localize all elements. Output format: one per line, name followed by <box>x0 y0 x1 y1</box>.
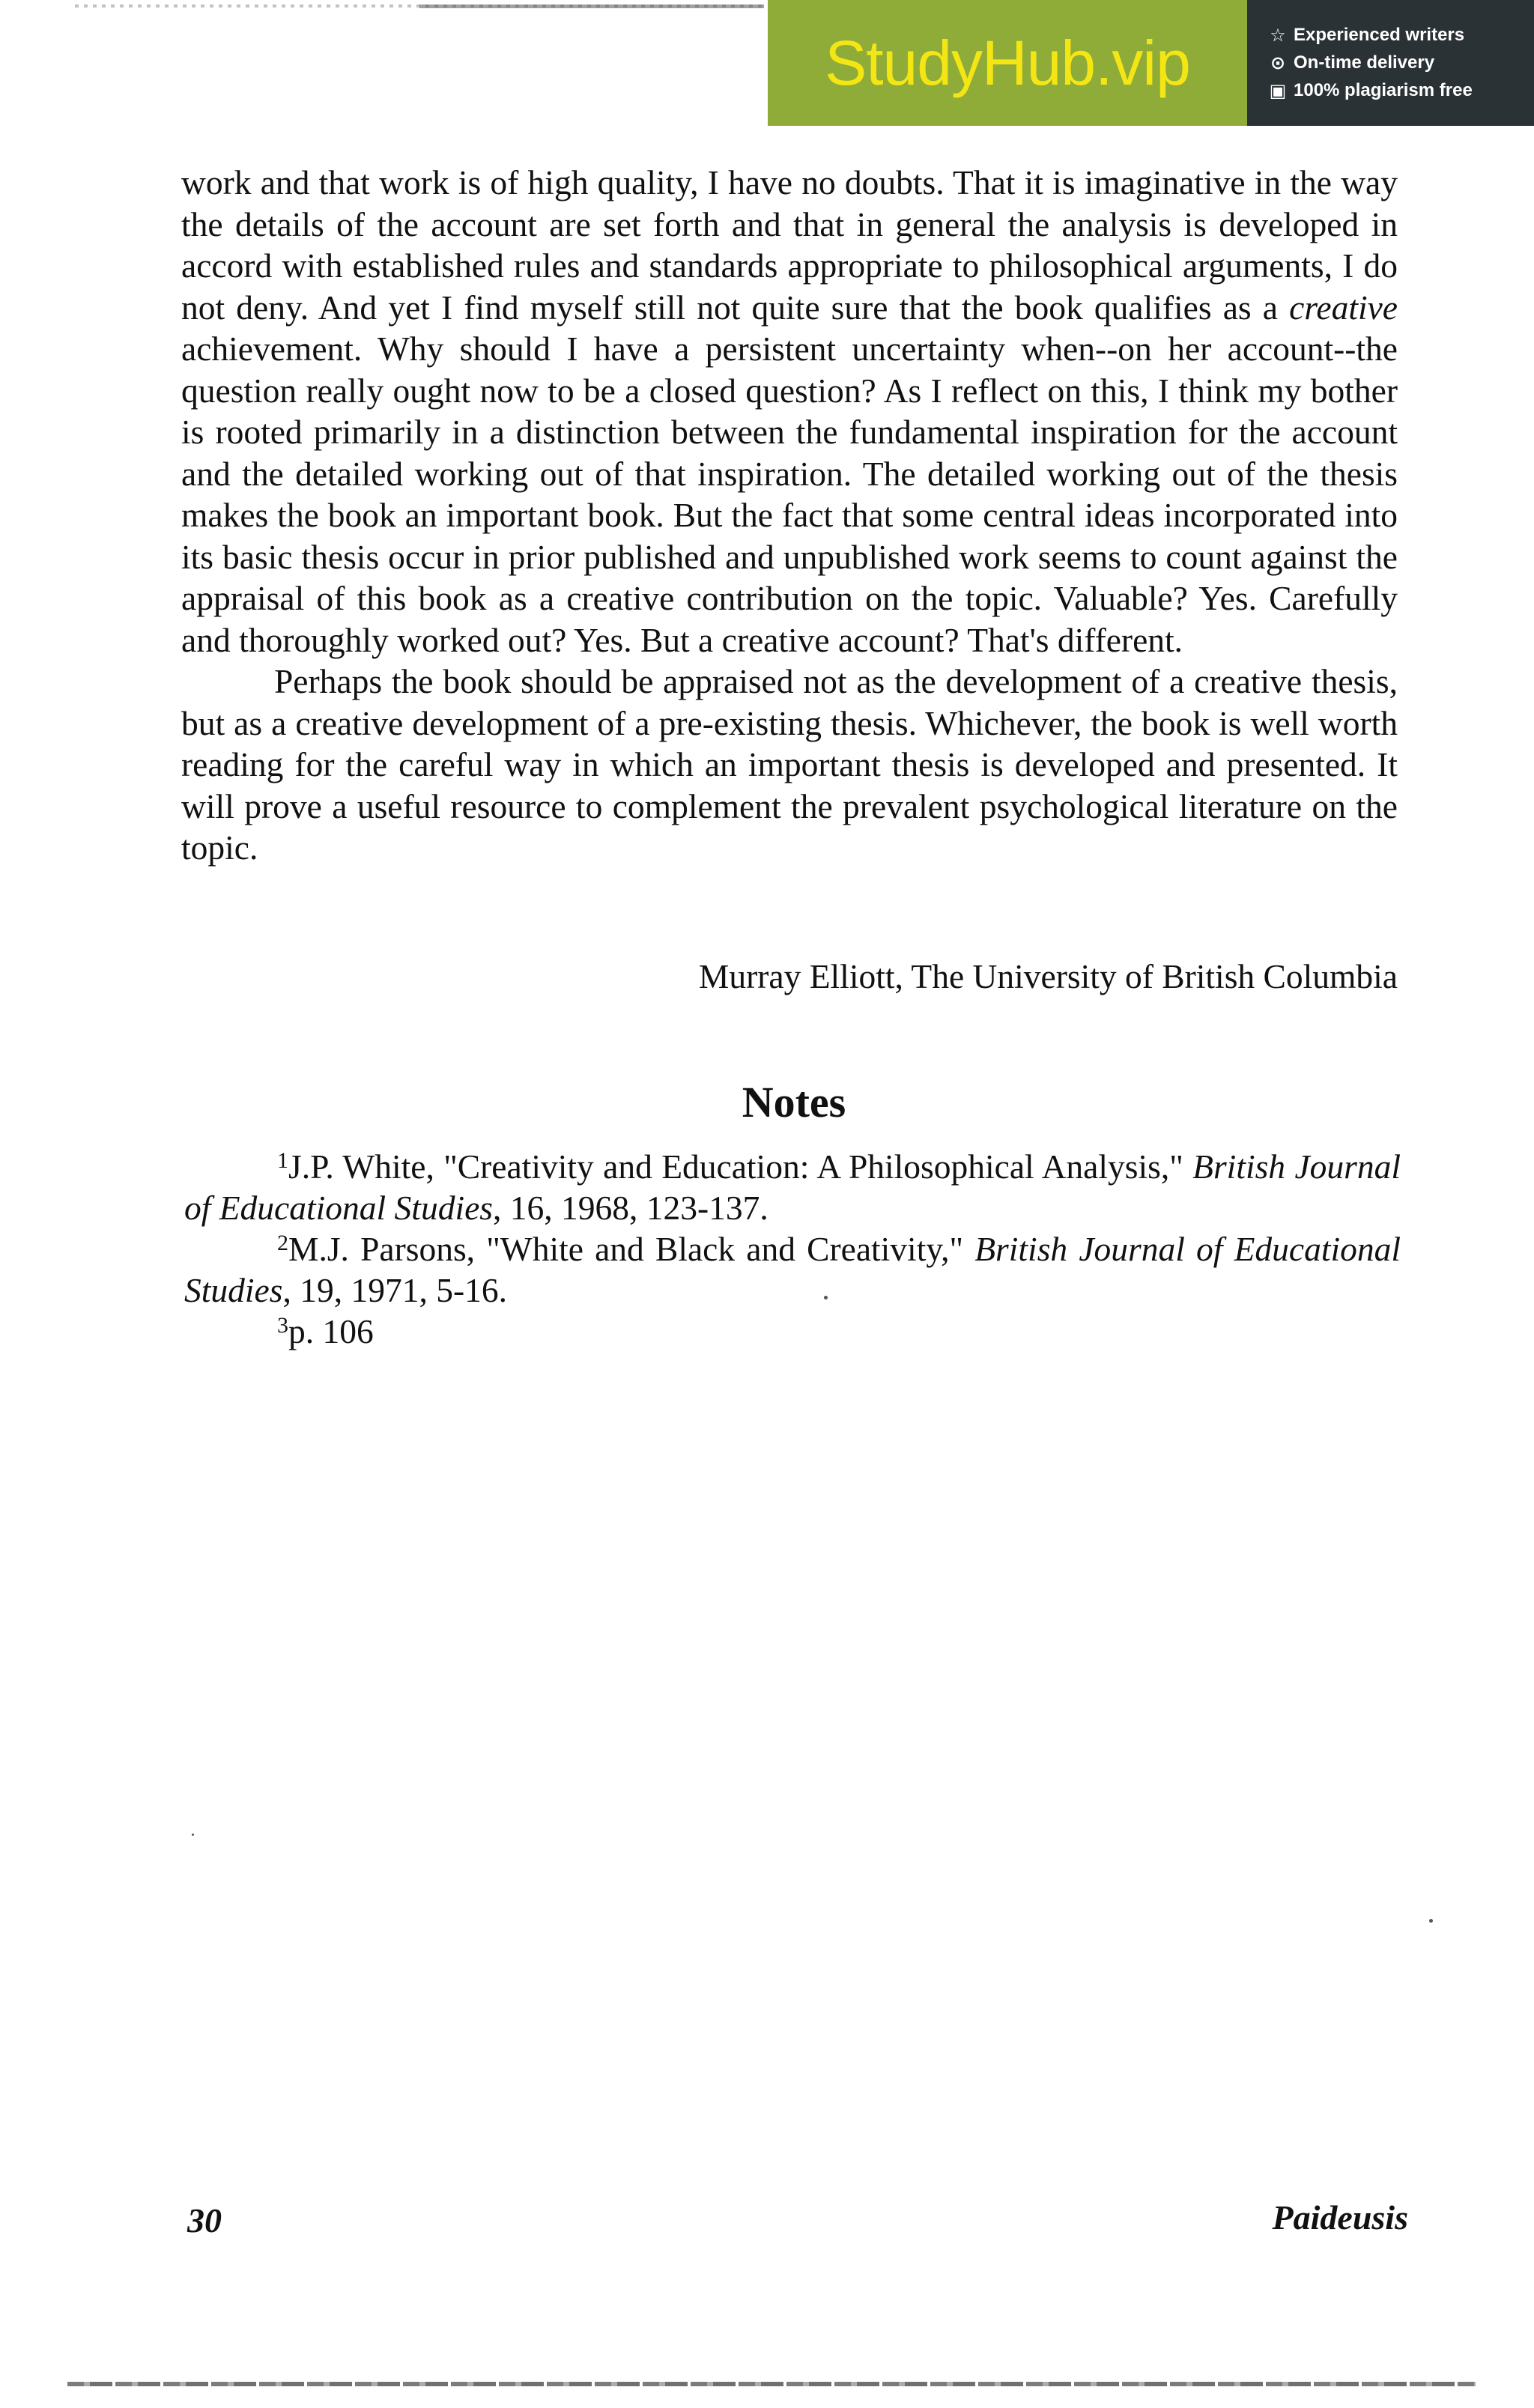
star-icon: ☆ <box>1270 25 1286 46</box>
note-citation: , 16, 1968, 123-137. <box>493 1189 768 1227</box>
note-3 <box>184 1311 1401 1352</box>
note-journal: British Journal of Educational Studies <box>184 1147 1401 1227</box>
note-number: 1 <box>277 1148 288 1173</box>
feature-on-time-delivery <box>1268 52 1534 74</box>
document-icon: ▣ <box>1269 80 1287 101</box>
paragraph-2: Perhaps the book should be appraised not as the development of a creative thesis, but as a creative development of a pre-existing thesis. Whichever, the book is well worth reading for the careful way in which an important thesis is developed and presented. It will prove a useful resource to complement the prevalent psychological literature on the topic. <box>181 662 1398 867</box>
note-number: 3 <box>277 1313 288 1338</box>
review-body <box>181 162 1398 869</box>
author-signature: Murray Elliott, The University of British Columbia <box>698 957 1398 995</box>
paragraph-1-emphasis: creative <box>1289 288 1398 327</box>
notes-heading: Notes <box>742 1078 846 1126</box>
note-2 <box>184 1228 1401 1311</box>
feature-experienced-writers <box>1268 25 1534 46</box>
scan-speck <box>1429 1919 1433 1923</box>
note-citation: , 19, 1971, 5-16. <box>282 1271 507 1309</box>
journal-name: Paideusis <box>1272 2198 1408 2236</box>
feature-label: Experienced writers <box>1294 25 1465 45</box>
page-number: 30 <box>187 2201 222 2239</box>
feature-label: On-time delivery <box>1294 52 1435 73</box>
feature-plagiarism-free <box>1268 80 1534 102</box>
note-journal: British Journal of Educational Studies <box>184 1230 1401 1309</box>
banner-logo-panel <box>768 0 1247 126</box>
paragraph-1-text-b: achievement. Why should I have a persistent uncertainty when--on her account--the question really ought now to be a closed question? As I reflect on this, I think my bother is rooted primarily in a distinction between the fundamental inspiration for the account and the detailed working out of that inspiration. The detailed working out of the thesis makes the book an important book. But the fact that some central ideas incorporated into its basic thesis occur in prior published and unpublished work seems to count against the appraisal of this book as a creative contribution on the topic. Valuable? Yes. Carefully and thoroughly worked out? Yes. But a creative account? That's different. <box>181 330 1398 659</box>
scan-speck <box>824 1296 828 1299</box>
note-1 <box>184 1146 1401 1228</box>
note-text: p. 106 <box>288 1312 374 1350</box>
brand-logo: StudyHub.vip <box>825 27 1190 98</box>
paragraph-1-text-a: work and that work is of high quality, I have no doubts. That it is imaginative in the way the details of the account are set forth and that in general the analysis is developed in accord with established rules and standards appropriate to philosophical arguments, I do not deny. And yet I find myself still not quite sure that the book qualifies as a <box>181 163 1398 327</box>
paragraph-1 <box>181 162 1398 661</box>
note-text: J.P. White, "Creativity and Education: A Philosophical Analysis," <box>288 1147 1193 1186</box>
feature-label: 100% plagiarism free <box>1294 80 1473 100</box>
scan-artifact-top-dark <box>419 4 764 8</box>
notes-list <box>184 1146 1401 1352</box>
scan-artifact-bottom <box>67 2382 1476 2386</box>
note-number: 2 <box>277 1231 288 1255</box>
studyhub-banner[interactable] <box>768 0 1534 126</box>
scan-speck <box>192 1834 194 1836</box>
clock-icon: ⊙ <box>1270 52 1286 73</box>
banner-features <box>1247 0 1534 126</box>
note-text: M.J. Parsons, "White and Black and Creativity," <box>288 1230 975 1268</box>
